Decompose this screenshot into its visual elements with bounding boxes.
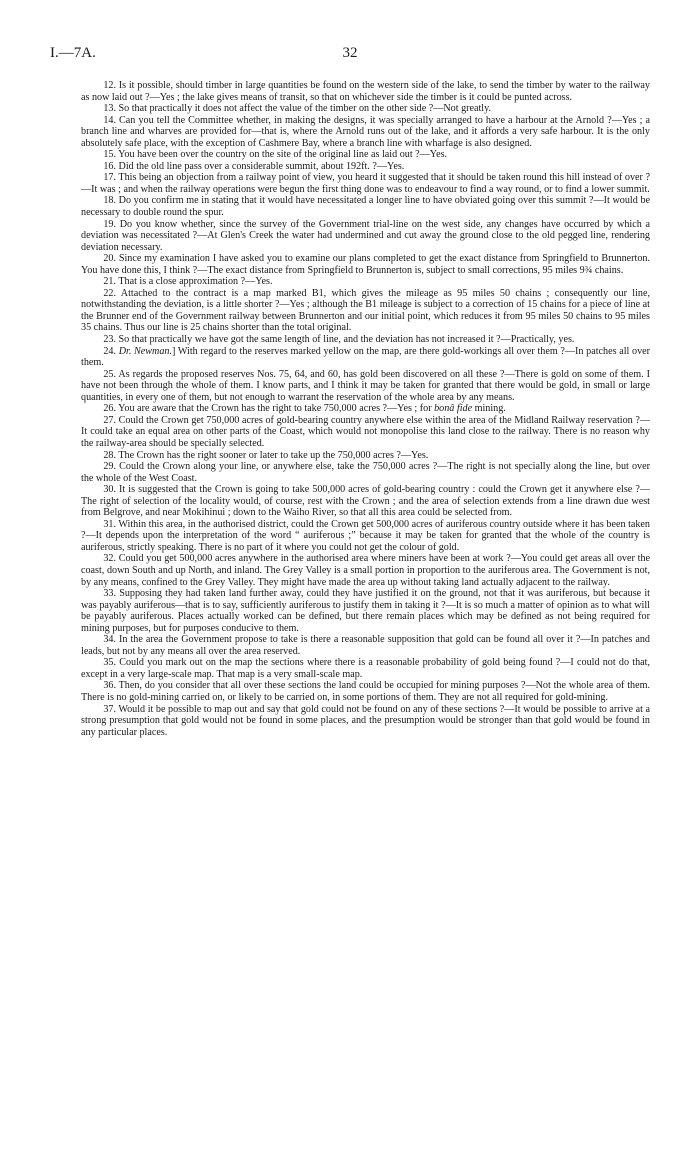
question-answer-paragraph: 17. This being an objection from a railway point of view, you heard it suggested that it should be taken round this hill instead of over ?—It was ; and when the railway operations were begun the first thing done was to endeavour to find a way round, or to find a lower summit.	[81, 172, 650, 195]
question-answer-paragraph: 28. The Crown has the right sooner or later to take up the 750,000 acres ?—Yes.	[103, 449, 429, 461]
question-answer-paragraph: 35. Could you mark out on the map the sections where there is a reasonable probability of gold being found ?—I could not do that, except in a very large-scale map. That map is a very small-scale map.	[81, 657, 650, 680]
question-answer-paragraph: 16. Did the old line pass over a considerable summit, about 192ft. ?—Yes.	[103, 160, 405, 172]
question-answer-paragraph: 20. Since my examination I have asked you to examine our plans completed to get the exact distance from Springfield to Brunnerton. You have done this, I think ?—The exact distance from Springfield to Brunnerton is, subject to small corrections, 95 miles 9¾ chains.	[81, 253, 650, 276]
question-answer-paragraph: 29. Could the Crown along your line, or anywhere else, take the 750,000 acres ?—The right is not specially along the line, but over the whole of the West Coast.	[81, 461, 650, 484]
question-answer-paragraph: 37. Would it be possible to map out and say that gold could not be found on any of these sections ?—It would be possible to arrive at a strong presumption that gold would not be found in some places, and the presumption would be stronger than that gold would be found in any particular places.	[81, 703, 650, 738]
question-answer-paragraph: 13. So that practically it does not affect the value of the timber on the other side ?—Not greatly.	[103, 103, 492, 115]
page-header	[50, 45, 650, 65]
series-reference: I.—7A.	[50, 45, 96, 61]
question-answer-paragraph: 22. Attached to the contract is a map marked B1, which gives the mileage as 95 miles 50 chains ; consequently our line, notwithstanding the deviation, is a little shorter ?—Yes ; although the B1 mileage is subject to a correction of 15 chains for a piece of line at the Brunner end of the Government railway between Brunnerton and our initial point, which reduces it from 95 miles 50 chains to 95 miles 35 chains. Thus our line is 25 chains shorter than the total original.	[81, 287, 650, 334]
question-answer-paragraph: 33. Supposing they had taken land further away, could they have justified it on the ground, not that it was auriferous, but because it was payably auriferous—that is to say, sufficiently auriferous to justify them in taking it ?—It is so much a matter of opinion as to what will be payably auriferous. Places actually worked can be defined, but there remain places which may be defined as not being required for mining purposes, but for purposes conducive to them.	[81, 588, 650, 634]
question-answer-paragraph: 27. Could the Crown get 750,000 acres of gold-bearing country anywhere else within the area of the Midland Railway reservation ?—It could take an equal area on other parts of the Coast, which would not monopolise this land close to the railway. There is no reason why the railway-area should be specially selected.	[81, 414, 650, 449]
question-answer-paragraph: 32. Could you get 500,000 acres anywhere in the authorised area where miners have been at work ?—You could get areas all over the coast, down South and up North, and inland. The Grey Valley is a small portion in proportion to the auriferous area. The Government is not, by any means, confined to the Grey Valley. They might have made the area up without taking land actually adjacent to the railway.	[81, 553, 650, 588]
question-answer-paragraph: 34. In the area the Government propose to take is there a reasonable supposition that gold can be found all over it ?—In patches and leads, but not by any means all over the area reserved.	[81, 634, 650, 657]
question-answer-paragraph: 31. Within this area, in the authorised district, could the Crown get 500,000 acres of auriferous country outside where it has been taken ?—It depends upon the interpretation of the word “ auriferous ;” because it may be taken for granted that the whole of the country is auriferous, strictly speaking. There is no part of it where you could not get the colour of gold.	[81, 518, 650, 553]
page-number: 32	[342, 45, 358, 61]
question-answer-paragraph: 26. You are aware that the Crown has the right to take 750,000 acres ?—Yes ; for bonâ fide mining.	[103, 403, 506, 415]
question-answer-paragraph: 25. As regards the proposed reserves Nos. 75, 64, and 60, has gold been discovered on all these ?—There is gold on some of them. I have not been through the whole of them. I know parts, and I think it may be taken for granted that there would be gold, in small or large quantities, in every one of them, but not enough to warrant the reservation of the whole area by any means.	[81, 368, 650, 403]
question-answer-paragraph: 30. It is suggested that the Crown is going to take 500,000 acres of gold-bearing country : could the Crown get it anywhere else ?—The right of selection of the locality would, of course, rest with the Crown ; and the area of selection extends from a line drawn due west from Belgrove, and near Mokihinui ; down to the Waiho River, so that all this area could be selected from.	[81, 484, 650, 519]
evidence-text	[81, 80, 650, 738]
question-answer-paragraph: 21. That is a close approximation ?—Yes.	[103, 276, 273, 288]
question-answer-paragraph: 36. Then, do you consider that all over these sections the land could be occupied for mining purposes ?—Not the whole area of them. There is no gold-mining carried on, or likely to be carried on, in some portions of them. They are not all required for gold-mining.	[81, 680, 650, 703]
question-answer-paragraph: 18. Do you confirm me in stating that it would have necessitated a longer line to have obviated going over this summit ?—It would be necessary to double round the spur.	[81, 195, 650, 219]
question-answer-paragraph: 14. Can you tell the Committee whether, in making the designs, it was specially arranged to have a harbour at the Arnold ?—Yes ; a branch line and wharves are provided for—that is, where the Arnold runs out of the lake, and it affords a very safe harbour. It is the only absolutely safe place, with the exception of Cashmere Bay, where a branch line with wharfage is also designed.	[81, 114, 650, 149]
question-answer-paragraph: 15. You have been over the country on the site of the original line as laid out ?—Yes.	[103, 149, 448, 161]
question-answer-paragraph: 12. Is it possible, should timber in large quantities be found on the western side of the lake, to send the timber by water to the railway as now laid out ?—Yes ; the lake gives means of transit, so that on whichever side the timber is it could be punted across.	[81, 80, 650, 103]
question-answer-paragraph: 23. So that practically we have got the same length of line, and the deviation has not increased it ?—Practically, yes.	[103, 334, 575, 346]
question-answer-paragraph: 19. Do you know whether, since the survey of the Government trial-line on the west side, any changes have occurred by which a deviation was necessitated ?—At Glen's Creek the water had undermined and cut away the ground close to the old pegged line, rendering deviation necessary.	[81, 218, 650, 253]
question-answer-paragraph: 24. Dr. Newman.] With regard to the reserves marked yellow on the map, are there gold-workings all over them ?—In patches all over them.	[81, 345, 650, 369]
